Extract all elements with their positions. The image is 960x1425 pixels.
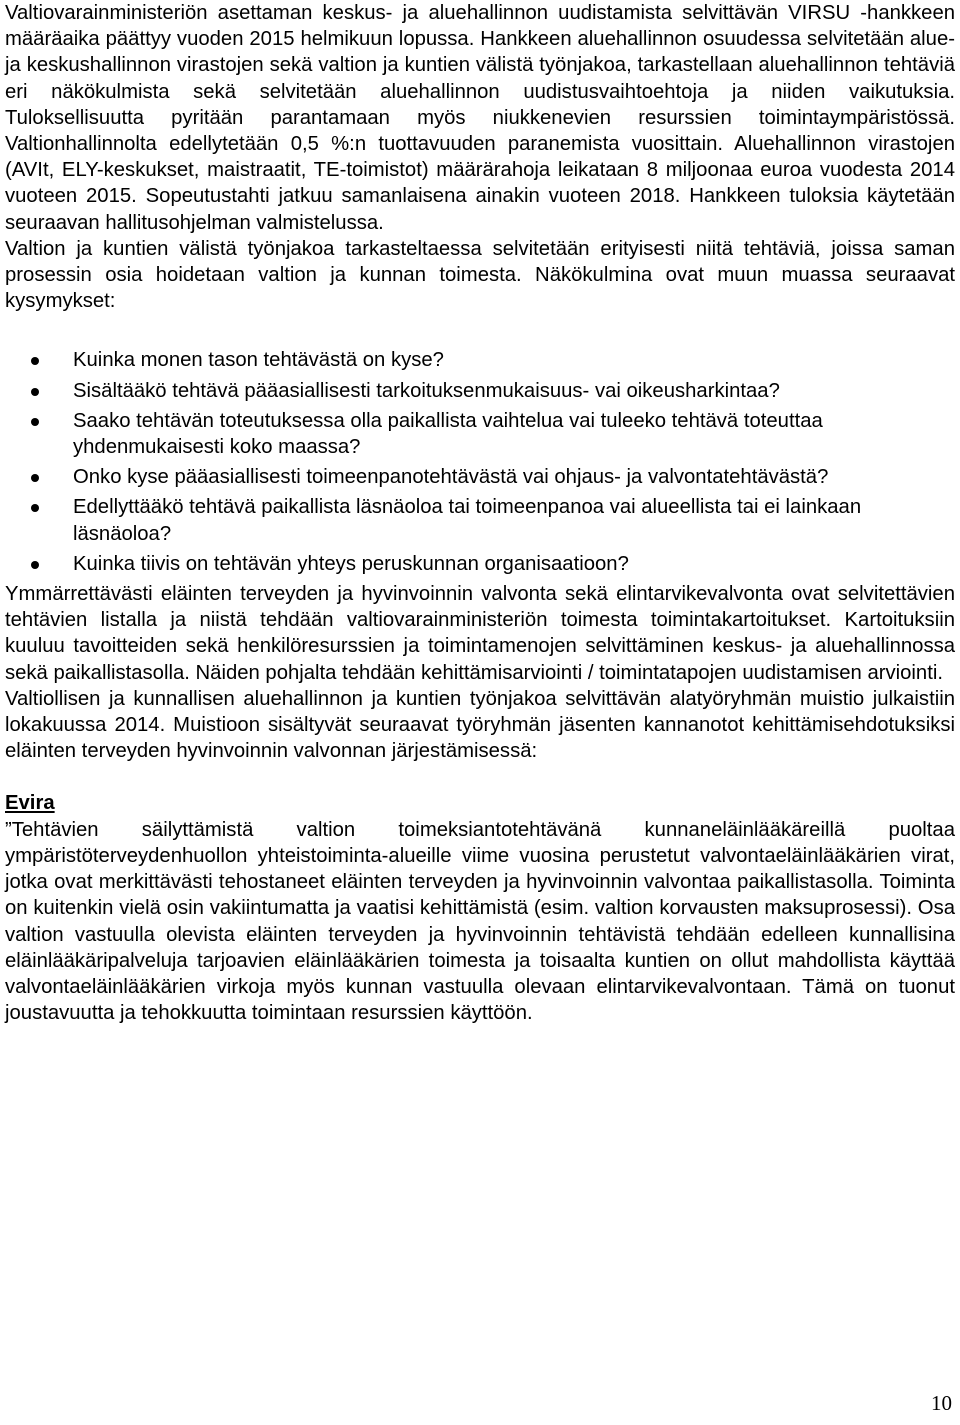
document-page [5, 0, 955, 1026]
paragraph-evira-quote: ”Tehtävien säilyttämistä valtion toimeksiantotehtävänä kunnaneläinlääkäreillä puoltaa ympäristöterveydenhuollon yhteistoiminta-alueille viime vuosina perustetut valvontaeläinlääkärien virat, jotka ovat merkittävästi tehostaneet eläinten terveyden ja hyvinvoinnin valvontaa paikallistasolla. Toiminta on kuitenkin vielä osin vakiintumatta ja vaatisi kehittämistä (esim. valtion korvausten maksuprosessi). Osa valtion vastuulla olevista eläinten terveyden ja hyvinvoinnin tehtävistä tehdään edelleen kunnallisina eläinlääkäripalveluja tarjoavien eläinlääkärien toimesta ja toisaalta kuntien on ollut mahdollista käyttää valvontaeläinlääkärien virkoja myös kunnan vastuulla olevaan elintarvikevalvontaan. Tämä on tuonut joustavuutta ja tehokkuutta toimintaan resurssien käyttöön. [5, 818, 955, 1025]
list-item-text: Sisältääkö tehtävä pääasiallisesti tarkoituksenmukaisuus- vai oikeusharkintaa? [73, 379, 780, 402]
question-list [5, 347, 955, 577]
list-item-text: Edellyttääkö tehtävä paikallista läsnäoloa tai toimeenpanoa vai alueellista tai ei lainkaan läsnäoloa? [73, 496, 862, 545]
list-item [5, 408, 955, 460]
bullet-icon [31, 561, 39, 569]
bullet-icon [31, 504, 39, 512]
paragraph-division-of-labour: Valtion ja kuntien välistä työnjakoa tarkasteltaessa selvitetään erityisesti niitä tehtäviä, joissa saman prosessin osia hoidetaan valtion ja kunnan toimesta. Näkökulmina ovat muun muassa seuraavat kysymykset: [5, 237, 955, 313]
list-item [5, 464, 955, 490]
list-item-text: Saako tehtävän toteutuksessa olla paikallista vaihtelua vai tuleeko tehtävä toteuttaa yhdenmukaisesti koko maassa? [73, 409, 823, 459]
list-item [5, 347, 955, 373]
bullet-icon [31, 418, 39, 426]
paragraph-animal-health-surveys: Ymmärrettävästi eläinten terveyden ja hyvinvoinnin valvonta sekä elintarvikevalvonta ovat selvitettävien tehtävien listalla ja niistä tehdään valtiovarainministeriön toimesta toimintakartoitukset. Kartoituksiin kuuluu tavoitteiden sekä henkilöresurssien ja toimintamenojen selvittäminen keskus- ja aluehallinnossa sekä paikallistasolla. Näiden pohjalta tehdään kehittämisarviointi / toimintatapojen uudistamisen arviointi. [5, 583, 955, 684]
list-item-text: Onko kyse pääasiallisesti toimeenpanotehtävästä vai ohjaus- ja valvontatehtävästä? [73, 466, 829, 489]
list-item-text: Kuinka monen tason tehtävästä on kyse? [73, 349, 444, 372]
paragraph-working-group-memo: Valtiollisen ja kunnallisen aluehallinnon ja kuntien työnjakoa selvittävän alatyöryhmän muistio julkaistiin lokakuussa 2014. Muistioon sisältyvät seuraavat työryhmän jäsenten kannanotot kehittämisehdotuksiksi eläinten terveyden hyvinvoinnin valvonnan järjestämisessä: [5, 687, 955, 763]
list-item [5, 551, 955, 577]
page-number: 10 [931, 1391, 952, 1415]
section-heading-evira: Evira [5, 792, 55, 815]
bullet-icon [31, 357, 39, 365]
bullet-icon [31, 474, 39, 482]
list-item-text: Kuinka tiivis on tehtävän yhteys peruskunnan organisaatioon? [73, 552, 629, 575]
paragraph-virsu-project: Valtiovarainministeriön asettaman keskus- ja aluehallinnon uudistamista selvittävän VIRSU -hankkeen määräaika päättyy vuoden 2015 helmikuun lopussa. Hankkeen aluehallinnon osuudessa selvitetään alue- ja keskushallinnon virastojen sekä valtion ja kuntien välistä työnjakoa, tarkastellaan aluehallinnon tehtäviä eri näkökulmista sekä selvitetään aluehallinnon uudistusvaihtoehtoja ja niiden vaikutuksia. Tuloksellisuutta pyritään parantamaan myös niukkenevien resurssien toimintaympäristössä. Valtionhallinnolta edellytetään 0,5 %:n tuottavuuden paranemista vuosittain. Aluehallinnon virastojen (AVIt, ELY-keskukset, maistraatit, TE-toimistot) määrärahoja leikataan 8 miljoonaa euroa vuodesta 2014 vuoteen 2015. Sopeutustahti jatkuu samanlaisena ainakin vuoteen 2018. Hankkeen tuloksia käytetään seuraavan hallitusohjelman valmistelussa. [5, 2, 955, 234]
bullet-icon [31, 388, 39, 396]
list-item [5, 494, 955, 546]
list-item [5, 378, 955, 404]
